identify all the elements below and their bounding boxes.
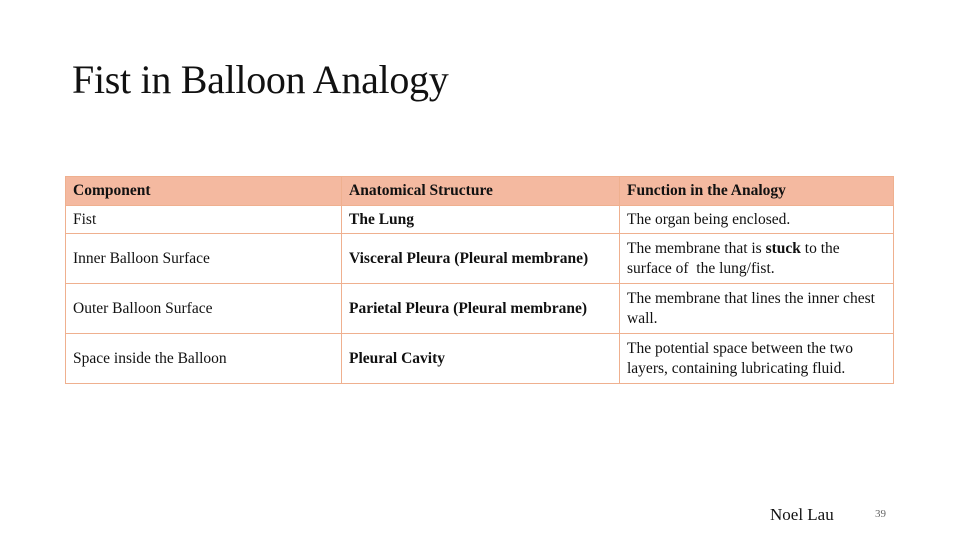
table-row xyxy=(66,206,894,234)
analogy-table xyxy=(65,176,894,384)
cell-function xyxy=(620,284,894,334)
cell-structure: The Lung xyxy=(342,206,620,234)
table-row xyxy=(66,234,894,284)
slide-title: Fist in Balloon Analogy xyxy=(72,57,449,102)
cell-component: Space inside the Balloon xyxy=(66,334,342,384)
function-text: The organ being enclosed. xyxy=(627,210,791,228)
header-component: Component xyxy=(66,177,342,206)
function-text: The potential space between the two layers, containing lubricating fluid. xyxy=(627,339,853,377)
cell-component: Fist xyxy=(66,206,342,234)
table-header-row xyxy=(66,177,894,206)
page-number: 39 xyxy=(875,508,886,520)
function-text: The membrane that lines the inner chest wall. xyxy=(627,289,875,327)
table-row xyxy=(66,284,894,334)
cell-structure: Parietal Pleura (Pleural membrane) xyxy=(342,284,620,334)
cell-function xyxy=(620,234,894,284)
function-text: to the surface of the lung/fist. xyxy=(627,239,844,277)
header-function: Function in the Analogy xyxy=(620,177,894,206)
function-text: The membrane that is xyxy=(627,239,766,257)
cell-function xyxy=(620,334,894,384)
cell-component: Inner Balloon Surface xyxy=(66,234,342,284)
cell-function xyxy=(620,206,894,234)
cell-component: Outer Balloon Surface xyxy=(66,284,342,334)
footer-author: Noel Lau xyxy=(770,505,834,524)
cell-structure: Visceral Pleura (Pleural membrane) xyxy=(342,234,620,284)
function-emphasis: stuck xyxy=(765,239,801,257)
table-row xyxy=(66,334,894,384)
header-anatomical-structure: Anatomical Structure xyxy=(342,177,620,206)
cell-structure: Pleural Cavity xyxy=(342,334,620,384)
